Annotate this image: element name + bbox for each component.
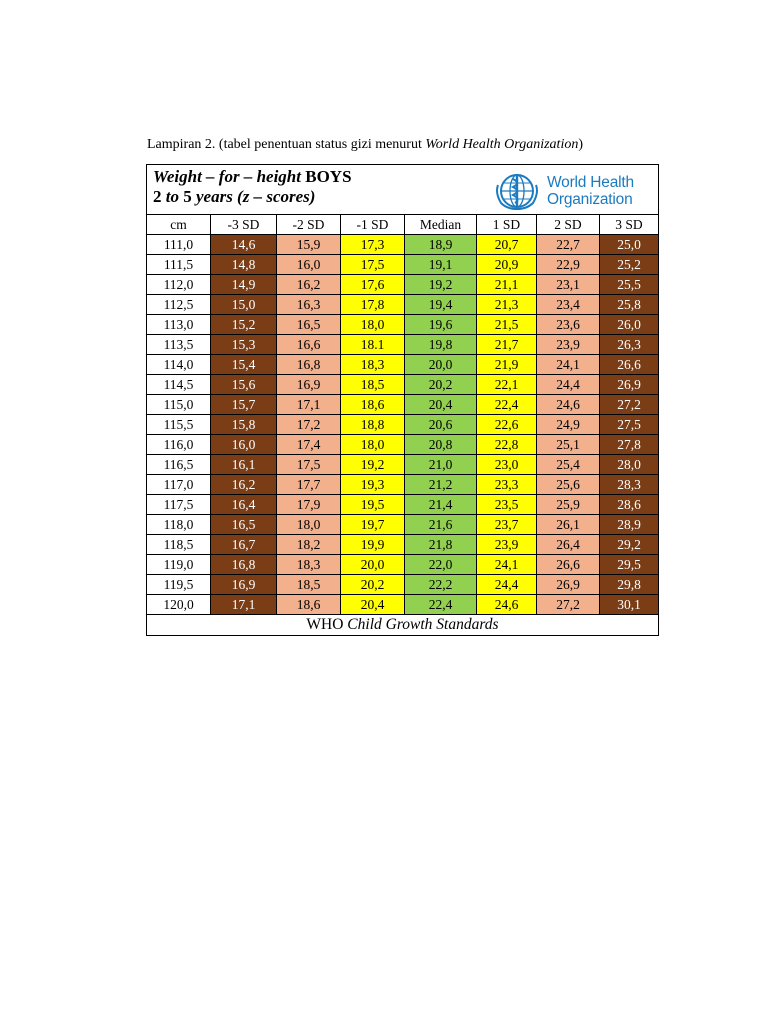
weight-value-cell: 22,7 bbox=[537, 235, 600, 255]
weight-value-cell: 21,4 bbox=[405, 495, 477, 515]
weight-value-cell: 28,9 bbox=[600, 515, 659, 535]
table-title bbox=[153, 167, 352, 187]
weight-value-cell: 27,5 bbox=[600, 415, 659, 435]
document-caption bbox=[147, 137, 583, 153]
table-footer bbox=[147, 615, 659, 636]
height-cm-cell: 112,5 bbox=[147, 295, 211, 315]
weight-value-cell: 18,3 bbox=[341, 355, 405, 375]
title-bold: BOYS bbox=[300, 167, 352, 186]
weight-value-cell: 22,4 bbox=[405, 595, 477, 615]
height-cm-cell: 113,0 bbox=[147, 315, 211, 335]
table-row bbox=[147, 535, 659, 555]
height-cm-cell: 119,0 bbox=[147, 555, 211, 575]
column-header: Median bbox=[405, 215, 477, 235]
table-row bbox=[147, 575, 659, 595]
weight-value-cell: 16,4 bbox=[211, 495, 277, 515]
weight-value-cell: 24,6 bbox=[477, 595, 537, 615]
weight-value-cell: 25,8 bbox=[600, 295, 659, 315]
weight-value-cell: 17,4 bbox=[277, 435, 341, 455]
weight-value-cell: 17,3 bbox=[341, 235, 405, 255]
weight-value-cell: 16,3 bbox=[277, 295, 341, 315]
weight-value-cell: 16,9 bbox=[211, 575, 277, 595]
logo-line-2: Organization bbox=[547, 191, 633, 208]
weight-value-cell: 19,2 bbox=[405, 275, 477, 295]
table-row bbox=[147, 555, 659, 575]
weight-value-cell: 23,9 bbox=[477, 535, 537, 555]
footer-bold: WHO bbox=[306, 616, 348, 633]
subtitle-num: 5 bbox=[183, 187, 192, 206]
table-row bbox=[147, 295, 659, 315]
weight-value-cell: 24,1 bbox=[537, 355, 600, 375]
weight-value-cell: 18,2 bbox=[277, 535, 341, 555]
weight-value-cell: 14,6 bbox=[211, 235, 277, 255]
column-header: cm bbox=[147, 215, 211, 235]
weight-value-cell: 15,4 bbox=[211, 355, 277, 375]
weight-value-cell: 20,7 bbox=[477, 235, 537, 255]
caption-suffix: ) bbox=[578, 137, 584, 152]
column-header: 3 SD bbox=[600, 215, 659, 235]
weight-value-cell: 25,0 bbox=[600, 235, 659, 255]
weight-value-cell: 16,6 bbox=[277, 335, 341, 355]
table-row bbox=[147, 415, 659, 435]
weight-value-cell: 24,9 bbox=[537, 415, 600, 435]
weight-value-cell: 26,0 bbox=[600, 315, 659, 335]
weight-value-cell: 14,8 bbox=[211, 255, 277, 275]
weight-value-cell: 16,1 bbox=[211, 455, 277, 475]
weight-value-cell: 25,2 bbox=[600, 255, 659, 275]
height-cm-cell: 111,0 bbox=[147, 235, 211, 255]
weight-value-cell: 20,8 bbox=[405, 435, 477, 455]
weight-value-cell: 16,2 bbox=[211, 475, 277, 495]
weight-value-cell: 20,6 bbox=[405, 415, 477, 435]
weight-value-cell: 26,6 bbox=[537, 555, 600, 575]
weight-value-cell: 22,0 bbox=[405, 555, 477, 575]
weight-value-cell: 15,2 bbox=[211, 315, 277, 335]
weight-value-cell: 25,6 bbox=[537, 475, 600, 495]
weight-value-cell: 29,2 bbox=[600, 535, 659, 555]
table-row bbox=[147, 475, 659, 495]
weight-value-cell: 19,8 bbox=[405, 335, 477, 355]
table-row bbox=[147, 375, 659, 395]
weight-value-cell: 17,1 bbox=[211, 595, 277, 615]
weight-value-cell: 24,6 bbox=[537, 395, 600, 415]
height-cm-cell: 112,0 bbox=[147, 275, 211, 295]
weight-value-cell: 20,0 bbox=[405, 355, 477, 375]
weight-value-cell: 22,1 bbox=[477, 375, 537, 395]
weight-value-cell: 27,2 bbox=[537, 595, 600, 615]
weight-value-cell: 16,8 bbox=[211, 555, 277, 575]
weight-value-cell: 27,2 bbox=[600, 395, 659, 415]
weight-value-cell: 20,4 bbox=[341, 595, 405, 615]
weight-value-cell: 15,9 bbox=[277, 235, 341, 255]
footer-italic: Child Growth Standards bbox=[347, 616, 499, 633]
column-header: 1 SD bbox=[477, 215, 537, 235]
weight-value-cell: 23,7 bbox=[477, 515, 537, 535]
weight-value-cell: 17,9 bbox=[277, 495, 341, 515]
weight-value-cell: 29,8 bbox=[600, 575, 659, 595]
column-header-row bbox=[147, 215, 659, 235]
weight-value-cell: 15,8 bbox=[211, 415, 277, 435]
weight-value-cell: 29,5 bbox=[600, 555, 659, 575]
weight-value-cell: 17,6 bbox=[341, 275, 405, 295]
weight-value-cell: 19,5 bbox=[341, 495, 405, 515]
weight-value-cell: 14,9 bbox=[211, 275, 277, 295]
weight-value-cell: 17,7 bbox=[277, 475, 341, 495]
who-logo-text bbox=[547, 174, 634, 208]
weight-value-cell: 21,8 bbox=[405, 535, 477, 555]
weight-value-cell: 21,0 bbox=[405, 455, 477, 475]
weight-value-cell: 25,9 bbox=[537, 495, 600, 515]
weight-value-cell: 23,4 bbox=[537, 295, 600, 315]
table-row bbox=[147, 435, 659, 455]
weight-value-cell: 28,0 bbox=[600, 455, 659, 475]
weight-value-cell: 18,5 bbox=[277, 575, 341, 595]
height-cm-cell: 115,0 bbox=[147, 395, 211, 415]
weight-value-cell: 16,0 bbox=[211, 435, 277, 455]
height-cm-cell: 111,5 bbox=[147, 255, 211, 275]
height-cm-cell: 118,0 bbox=[147, 515, 211, 535]
weight-value-cell: 27,8 bbox=[600, 435, 659, 455]
table-row bbox=[147, 395, 659, 415]
weight-value-cell: 23,3 bbox=[477, 475, 537, 495]
weight-value-cell: 15,7 bbox=[211, 395, 277, 415]
subtitle-italic-2: years (z – scores) bbox=[191, 187, 316, 206]
weight-value-cell: 22,4 bbox=[477, 395, 537, 415]
weight-value-cell: 21,3 bbox=[477, 295, 537, 315]
table-row bbox=[147, 515, 659, 535]
weight-value-cell: 20,4 bbox=[405, 395, 477, 415]
height-cm-cell: 113,5 bbox=[147, 335, 211, 355]
weight-value-cell: 24,4 bbox=[477, 575, 537, 595]
weight-value-cell: 19,3 bbox=[341, 475, 405, 495]
caption-italic: World Health Organization bbox=[425, 137, 579, 152]
column-header: -2 SD bbox=[277, 215, 341, 235]
weight-value-cell: 18,5 bbox=[341, 375, 405, 395]
weight-value-cell: 15,6 bbox=[211, 375, 277, 395]
title-italic: Weight – for – height bbox=[153, 167, 301, 186]
subtitle-italic-1: to bbox=[161, 187, 184, 206]
weight-value-cell: 21,6 bbox=[405, 515, 477, 535]
weight-value-cell: 25,1 bbox=[537, 435, 600, 455]
height-cm-cell: 115,5 bbox=[147, 415, 211, 435]
weight-value-cell: 22,9 bbox=[537, 255, 600, 275]
weight-value-cell: 26,9 bbox=[537, 575, 600, 595]
weight-value-cell: 20,2 bbox=[405, 375, 477, 395]
weight-value-cell: 17,5 bbox=[341, 255, 405, 275]
table-subtitle bbox=[153, 187, 315, 207]
weight-value-cell: 18,8 bbox=[341, 415, 405, 435]
weight-value-cell: 26,4 bbox=[537, 535, 600, 555]
weight-value-cell: 15,3 bbox=[211, 335, 277, 355]
table-title-cell bbox=[147, 165, 659, 215]
column-header: -1 SD bbox=[341, 215, 405, 235]
weight-value-cell: 16,5 bbox=[277, 315, 341, 335]
weight-value-cell: 18,3 bbox=[277, 555, 341, 575]
weight-value-cell: 22,2 bbox=[405, 575, 477, 595]
table-row bbox=[147, 595, 659, 615]
weight-value-cell: 24,1 bbox=[477, 555, 537, 575]
weight-value-cell: 19,4 bbox=[405, 295, 477, 315]
column-header: -3 SD bbox=[211, 215, 277, 235]
height-cm-cell: 119,5 bbox=[147, 575, 211, 595]
table-body bbox=[147, 235, 659, 615]
weight-value-cell: 16,2 bbox=[277, 275, 341, 295]
weight-value-cell: 23,0 bbox=[477, 455, 537, 475]
weight-value-cell: 21,5 bbox=[477, 315, 537, 335]
weight-value-cell: 21,2 bbox=[405, 475, 477, 495]
who-emblem-icon bbox=[495, 171, 539, 211]
weight-value-cell: 23,9 bbox=[537, 335, 600, 355]
weight-value-cell: 15,0 bbox=[211, 295, 277, 315]
table-row bbox=[147, 355, 659, 375]
height-cm-cell: 117,0 bbox=[147, 475, 211, 495]
weight-value-cell: 19,9 bbox=[341, 535, 405, 555]
weight-value-cell: 18,0 bbox=[341, 435, 405, 455]
height-cm-cell: 114,0 bbox=[147, 355, 211, 375]
weight-value-cell: 18,6 bbox=[341, 395, 405, 415]
weight-value-cell: 26,1 bbox=[537, 515, 600, 535]
weight-value-cell: 25,4 bbox=[537, 455, 600, 475]
height-cm-cell: 114,5 bbox=[147, 375, 211, 395]
height-cm-cell: 117,5 bbox=[147, 495, 211, 515]
height-cm-cell: 116,0 bbox=[147, 435, 211, 455]
height-cm-cell: 120,0 bbox=[147, 595, 211, 615]
weight-value-cell: 16,9 bbox=[277, 375, 341, 395]
weight-value-cell: 24,4 bbox=[537, 375, 600, 395]
weight-value-cell: 23,6 bbox=[537, 315, 600, 335]
table-row bbox=[147, 235, 659, 255]
weight-value-cell: 20,2 bbox=[341, 575, 405, 595]
weight-value-cell: 28,6 bbox=[600, 495, 659, 515]
weight-value-cell: 19,2 bbox=[341, 455, 405, 475]
weight-value-cell: 28,3 bbox=[600, 475, 659, 495]
table-row bbox=[147, 255, 659, 275]
who-logo bbox=[495, 171, 637, 211]
weight-value-cell: 20,9 bbox=[477, 255, 537, 275]
weight-value-cell: 20,0 bbox=[341, 555, 405, 575]
weight-value-cell: 21,1 bbox=[477, 275, 537, 295]
weight-value-cell: 25,5 bbox=[600, 275, 659, 295]
height-cm-cell: 118,5 bbox=[147, 535, 211, 555]
weight-value-cell: 18,0 bbox=[277, 515, 341, 535]
weight-value-cell: 21,9 bbox=[477, 355, 537, 375]
weight-value-cell: 19,7 bbox=[341, 515, 405, 535]
weight-value-cell: 21,7 bbox=[477, 335, 537, 355]
weight-value-cell: 17,2 bbox=[277, 415, 341, 435]
table-row bbox=[147, 495, 659, 515]
weight-value-cell: 22,8 bbox=[477, 435, 537, 455]
weight-value-cell: 16,8 bbox=[277, 355, 341, 375]
table-row bbox=[147, 455, 659, 475]
weight-value-cell: 18,9 bbox=[405, 235, 477, 255]
weight-value-cell: 30,1 bbox=[600, 595, 659, 615]
logo-line-1: World Health bbox=[547, 174, 634, 191]
weight-value-cell: 17,5 bbox=[277, 455, 341, 475]
weight-for-height-table bbox=[146, 164, 659, 636]
weight-value-cell: 18.1 bbox=[341, 335, 405, 355]
weight-value-cell: 19,6 bbox=[405, 315, 477, 335]
weight-value-cell: 17,8 bbox=[341, 295, 405, 315]
weight-value-cell: 18,0 bbox=[341, 315, 405, 335]
weight-value-cell: 17,1 bbox=[277, 395, 341, 415]
weight-value-cell: 19,1 bbox=[405, 255, 477, 275]
weight-value-cell: 16,0 bbox=[277, 255, 341, 275]
column-header: 2 SD bbox=[537, 215, 600, 235]
weight-value-cell: 26,6 bbox=[600, 355, 659, 375]
weight-value-cell: 18,6 bbox=[277, 595, 341, 615]
weight-value-cell: 16,5 bbox=[211, 515, 277, 535]
table-row bbox=[147, 275, 659, 295]
caption-prefix: Lampiran 2. (tabel penentuan status gizi menurut bbox=[147, 137, 426, 152]
weight-value-cell: 23,5 bbox=[477, 495, 537, 515]
subtitle-prefix: 2 bbox=[153, 187, 162, 206]
weight-value-cell: 23,1 bbox=[537, 275, 600, 295]
weight-value-cell: 26,3 bbox=[600, 335, 659, 355]
weight-value-cell: 22,6 bbox=[477, 415, 537, 435]
height-cm-cell: 116,5 bbox=[147, 455, 211, 475]
weight-value-cell: 26,9 bbox=[600, 375, 659, 395]
table-row bbox=[147, 335, 659, 355]
table-row bbox=[147, 315, 659, 335]
weight-value-cell: 16,7 bbox=[211, 535, 277, 555]
